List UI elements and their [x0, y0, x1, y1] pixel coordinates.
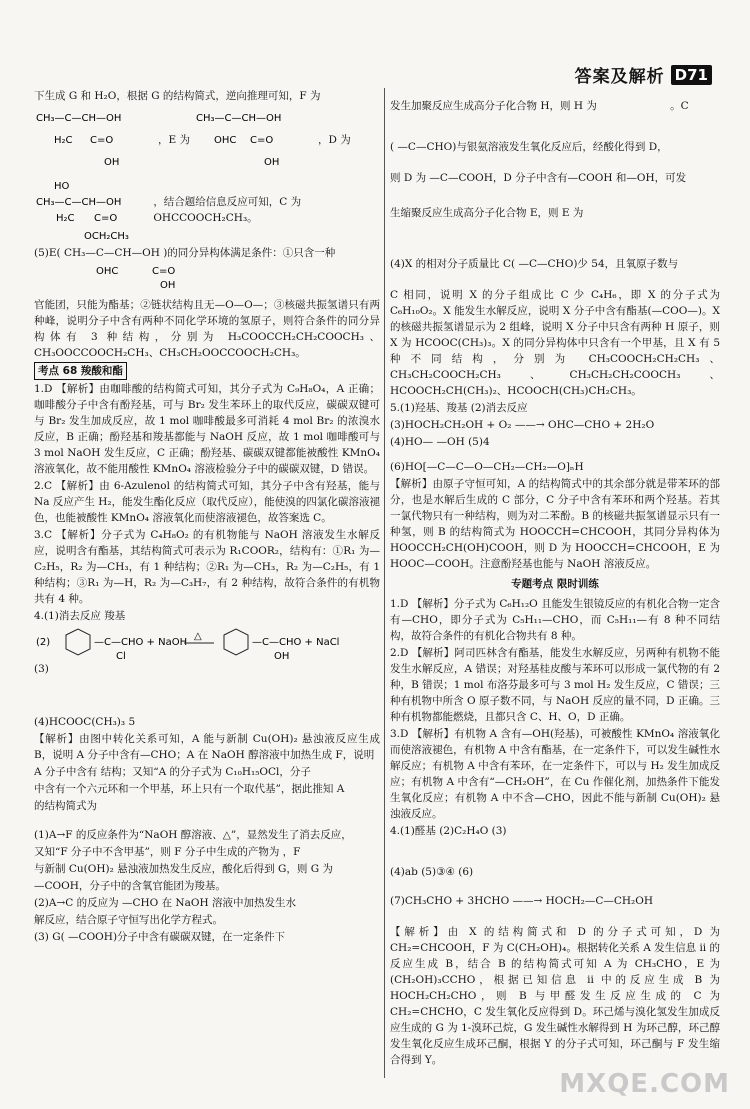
- structure-e5-icon: [94, 262, 294, 292]
- special-answer-1: 1.D 【解析】分子式为 C₆H₁₂O 且能发生银镜反应的有机化合物一定含有—CHO，即分子式为 C₅H₁₁—CHO，而 C₅H₁₁—有 8 种不同结构，故符合条件的有机化合物共有 8 种。: [390, 598, 720, 642]
- analysis-4i: (2)A→C 的反应为 —CHO 在 NaOH 溶液中加热发生水: [34, 897, 296, 909]
- svg-text:OH: OH: [104, 157, 120, 168]
- analysis-4b: A 分子中含有 结构；又知“A 的分子式为 C₁₀H₁₅OCl，分子: [34, 766, 311, 778]
- special-answer-4-1: 4.(1)醛基 (2)C₂H₄O (3): [390, 825, 507, 837]
- answer-4: 4.(1)消去反应 羧基: [34, 610, 126, 622]
- text-fragment: 。C: [670, 100, 689, 112]
- text-fragment: ，E 为: [158, 134, 191, 146]
- svg-text:—C—CHO + NaCl: —C—CHO + NaCl: [252, 637, 340, 648]
- structure-d-icon: [34, 177, 149, 243]
- structure-e-icon: [194, 107, 314, 173]
- equation-row: [34, 625, 380, 661]
- section-heading-68: 考点 68 羧酸和酯: [34, 362, 127, 380]
- answer-5-1: 5.(1)羟基、羧基 (2)消去反应: [390, 402, 528, 414]
- answer-4-4: (4)HCOOC(CH₃)₃ 5: [34, 716, 136, 728]
- text-paragraph: 官能团，只能为酯基；②链状结构且无—O—O—；③核磁共振氢谱只有两种峰，说明分子中含有两种不同化学环境的氢原子，则符合条件的同分异构体有 3 种结构，分别为 H₃COOCCH₂CH₂COOCH₃、CH₃OOCCOOCH₂CH₃、CH₃CH₂OOCCOOCH₂CH₃。: [34, 299, 380, 359]
- svg-text:OHC: OHC: [214, 135, 237, 146]
- answer-2: 2.C 【解析】由 6-Azulenol 的结构简式可知，其分子中含有羟基，能与 Na 反应产生 H₂，能发生酯化反应（取代反应），能使溴的四氯化碳溶液褪色，也能被酸性 KMnO₄ 溶液氧化而使溶液褪色，故答案选 C。: [34, 480, 380, 524]
- analysis-4h: —COOH，分子中的含氧官能团为羧基。: [34, 880, 226, 892]
- special-answer-2: 2.D 【解析】阿司匹林含有酯基，能发生水解反应，另两种有机物不能发生水解反应，A 错误；对羟基桂皮酸与苯环可以形成一氯代物的有 2 种，B 错误；1 mol 布洛芬最多可与 3 mol H₂ 发生反应，C 错误；三种有机物中所含 O 原子数不同，与 NaOH 反应的量不同，D 正确。三种有机物都能燃烧，且都只含 C、H、O，D 正确。: [390, 647, 720, 723]
- right-column: [390, 88, 720, 1069]
- text-fragment: ，结合题给信息反应可知，C 为 OHCCOOCH₂CH₃。: [153, 196, 302, 224]
- analysis-4k: (3) G( —COOH)分子中含有碳碳双键，在一定条件下: [34, 931, 286, 943]
- answer-5-3: (3)HOCH₂CH₂OH + O₂ ——→ OHC—CHO + 2H₂O: [390, 419, 655, 431]
- special-answer-3: 3.D 【解析】有机物 A 含有—OH(羟基)，可被酸性 KMnO₄ 溶液氧化而使溶液褪色，有机物 A 中含有酯基，在一定条件下，可以发生碱性水解反应；有机物 A 中含有苯环，在一定条件下，可以与 H₂ 发生加成反应；有机物 A 中含有“—CH₂OH”，在 Cu 作催化剂，加热条件下能发生氧化反应；有机物 A 中不含—CHO，因此不能与新制 Cu(OH)₂ 悬浊液反应。: [390, 728, 720, 820]
- analysis-4f: 又知“F 分子中不含甲基”，则 F 分子中生成的产物为 ，F: [34, 846, 301, 858]
- text-line: ( —C—CHO)与银氨溶液发生氧化反应后，经酸化得到 D，: [390, 141, 668, 153]
- special-analysis-4: 【解析】由 X 的结构简式和 D 的分子式可知，D 为 CH₂=CHCOOH，F 为 C(CH₂OH)₄。根据转化关系 A 发生信息 ii 的反应生成 B，结合 B 的结构简式可知 A 为 CH₃CHO，E 为 (CH₂OH)₃CCHO，根据已知信息 ii 中的反应生成 B 为 HOCH₂CH₂CHO，则 B 与甲醛发生反应生成的 C 为 CH₂=CHCHO，C 发生氧化反应得到 D。环己烯与溴化氢发生加成反应生成的 G 为 1-溴环己烷，G 发生碱性水解得到 H 为环己醇，环己醇发生氧化反应生成环己酮，根据 Y 的分子式可知，环己酮与 F 发生缩合得到 Y。: [390, 926, 721, 1066]
- svg-text:C=O: C=O: [90, 135, 114, 146]
- answer-5-6: (6)HO[—C—C—O—CH₂—CH₂—O]ₙH: [390, 461, 584, 473]
- svg-text:C=O: C=O: [94, 213, 118, 224]
- svg-text:HO: HO: [54, 181, 70, 192]
- answer-3: 3.C 【解析】分子式为 C₄H₈O₂ 的有机物能与 NaOH 溶液发生水解反应，说明含有酯基，其结构简式可表示为 R₁COOR₂，结构有：①R₁ 为—C₂H₅，R₂ 为—CH₃，有 1 种结构；②R₁ 为—CH₃，R₂ 为—C₂H₅，有 1 种结构；③R₁ 为—H，R₂ 为—C₃H₇，有 2 种结构，故符合条件的有机物共有 4 种。: [34, 529, 380, 605]
- structure-row: [34, 175, 380, 245]
- svg-text:CH₃—C—CH—OH: CH₃—C—CH—OH: [196, 113, 282, 124]
- svg-text:C=O: C=O: [250, 135, 274, 146]
- svg-text:CH₃—C—CH—OH: CH₃—C—CH—OH: [36, 113, 122, 124]
- svg-text:OH: OH: [274, 651, 290, 661]
- text-line: (5)E( CH₃—C—CH—OH )的同分异构体满足条件：①只含一种: [34, 247, 336, 259]
- svg-text:(2): (2): [36, 637, 51, 648]
- svg-text:OH: OH: [160, 280, 176, 291]
- text-line: [390, 88, 720, 138]
- watermark-logo: MXQE.COM: [559, 1069, 730, 1099]
- page-number-badge: D71: [671, 65, 712, 85]
- analysis-4e: (1)A→F 的反应条件为“NaOH 醇溶液、△”，显然发生了消去反应，: [34, 829, 352, 841]
- structure-f-icon: [34, 107, 154, 173]
- svg-text:Cl: Cl: [116, 651, 126, 661]
- analysis-5: 【解析】由原子守恒可知，A 的结构简式中的其余部分就是带苯环的部分，也是水解后生成的 C 部分，C 分子中含有苯环和两个羟基。若其一氯代物只有一种结构，则为对二苯酚。B 的核磁共振氢谱显示只有一种氢，则 B 的结构简式为 HOOCCH=CHCOOH，其同分异构体为 HOOCCH₂CH(OH)COOH，则 D 为 HOOCCH=CHCOOH，E 为 HOOC—COOH。注意酚羟基也能与 NaOH 溶液反应。: [390, 478, 720, 570]
- svg-text:OH: OH: [264, 157, 280, 168]
- reaction-scheme-icon: [34, 625, 380, 661]
- svg-text:OHC: OHC: [96, 266, 119, 277]
- text-line: (4)X 的相对分子质量比 C( —C—CHO)少 54，且氧原子数与: [390, 258, 679, 270]
- svg-text:H₂C: H₂C: [54, 135, 73, 146]
- text-fragment: 发生加聚反应生成高分子化合物 H，则 H 为: [390, 100, 597, 112]
- text-paragraph: C 相同，说明 X 的分子组成比 C 少 C₄H₆，即 X 的分子式为 C₆H₁₀O₂。X 能发生水解反应，说明 X 分子中含有酯基(—COO—)。X 的核磁共振氢谱显示为 2 组峰，说明 X 分子中只含有两种 H 原子，则 X 为 HCOOC(CH₃)₃。X 的同分异构体中只含有一个甲基，且 X 有 5 种不同结构，分别为 CH₃COOCH₂CH₂CH₃、CH₃CH₂COOCH₂CH₃、CH₃CH₂CH₂COOCH₃、HCOOCH₂CH(CH₃)₂、HCOOCH(CH₃)CH₂CH₃。: [390, 289, 720, 397]
- svg-text:H₂C: H₂C: [56, 213, 75, 224]
- text-fragment: ，D 为: [318, 134, 351, 146]
- analysis-4a: 【解析】由图中转化关系可知，A 能与新制 Cu(OH)₂ 悬浊液反应生成 B，说明 A 分子中含有—CHO；A 在 NaOH 醇溶液中加热生成 F，说明: [34, 733, 380, 761]
- answer-4-3: (3): [34, 663, 49, 675]
- header-title: 答案及解析: [574, 67, 665, 87]
- svg-text:C=O: C=O: [152, 266, 176, 277]
- page-header: [575, 62, 712, 87]
- special-answer-4-7: (7)CH₃CHO + 3HCHO ——→ HOCH₂—C—CH₂OH: [390, 895, 654, 907]
- text-line: 下生成 G 和 H₂O，根据 G 的结构简式，逆向推理可知，F 为: [34, 90, 321, 102]
- structure-row: [34, 105, 380, 175]
- text-line: 生缩聚反应生成高分子化合物 E，则 E 为: [390, 207, 584, 219]
- svg-text:CH₃—C—CH—OH: CH₃—C—CH—OH: [36, 197, 122, 208]
- text-line: 则 D 为 —C—COOH，D 分子中含有—COOH 和—OH，可发: [390, 172, 687, 184]
- analysis-4j: 解反应，结合原子守恒写出化学方程式。: [34, 914, 223, 926]
- svg-text:△: △: [194, 631, 202, 642]
- analysis-4d: 的结构简式为: [34, 800, 97, 812]
- special-section-heading: 专题考点 限时训练: [511, 578, 599, 590]
- analysis-4c: 中含有一个六元环和一个甲基，环上只有一个取代基”，据此推知 A: [34, 783, 345, 795]
- answer-1: 1.D 【解析】由咖啡酸的结构简式可知，其分子式为 C₉H₈O₄，A 正确；咖啡酸分子中含有酚羟基，可与 Br₂ 发生苯环上的取代反应，碳碳双键可与 Br₂ 发生加成反应，故 1 mol 咖啡酸最多可消耗 4 mol Br₂ 的浓溴水反应，B 正确；酚羟基和羧基都能与 NaOH 反应，故 1 mol 咖啡酸可与 3 mol NaOH 发生反应，C 正确；酚羟基、碳碳双键都能被酸性 KMnO₄ 溶液氧化，故不能用酸性 KMnO₄ 溶液检验分子中的碳碳双键，D 错误。: [34, 383, 380, 475]
- special-answer-4-4: (4)ab (5)③④ (6): [390, 866, 474, 878]
- analysis-4g: 与新制 Cu(OH)₂ 悬浊液加热发生反应，酸化后得到 G，则 G 为: [34, 863, 333, 875]
- svg-text:—C—CHO + NaOH: —C—CHO + NaOH: [94, 637, 188, 648]
- svg-text:OCH₂CH₃: OCH₂CH₃: [84, 231, 129, 242]
- answer-5-4: (4)HO— —OH (5)4: [390, 436, 490, 448]
- column-divider: [384, 88, 385, 1078]
- left-column: [34, 88, 380, 946]
